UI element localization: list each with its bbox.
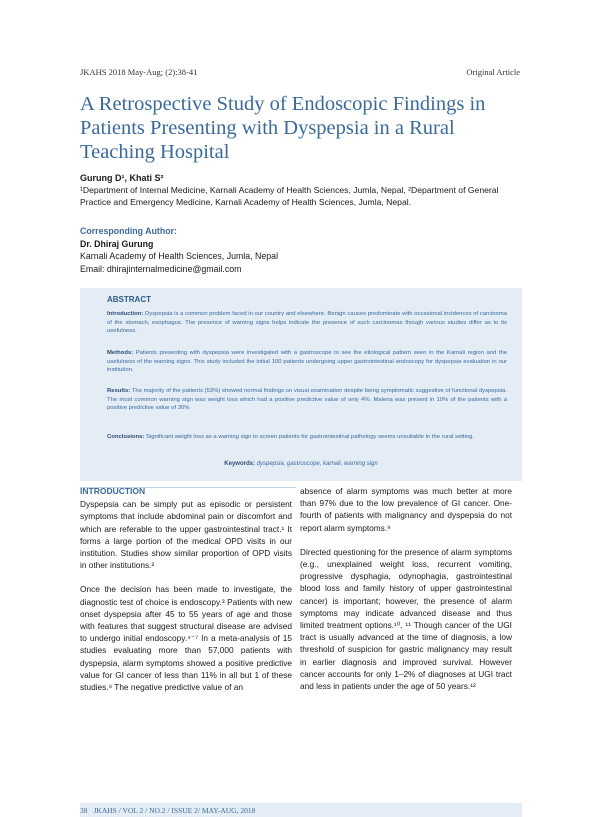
article-type: Original Article: [466, 67, 520, 77]
section-rule: [80, 487, 296, 488]
keywords-label: Keywords:: [224, 461, 255, 467]
intro-label: Introduction:: [107, 311, 144, 317]
paragraph: absence of alarm symptoms was much better at more than 97% due to the low prevalence of GI cancer. One-fourth of patients with malignancy and dyspepsia do not report alarm symptoms.⁹: [300, 486, 512, 533]
corresponding-name: Dr. Dhiraj Gurung: [80, 238, 154, 249]
corresponding-address: Karnali Academy of Health Sciences, Jumla, Nepal: [80, 251, 279, 261]
keywords-text: dyspepsia, gastroscope, karnali, warning sign: [256, 461, 378, 467]
results-label: Results:: [107, 388, 131, 394]
abstract-methods: [107, 349, 507, 375]
paragraph: Directed questioning for the presence of alarm symptoms (e.g., unexplained weight loss, recurrent vomiting, progressive dysphagia, odynophagia, gastrointestinal blood loss and family history of upper gastrointestinal cancer) is important; however, the presence of alarm symptoms may indicate advanced disease and thus limited treatment options.¹⁰, ¹¹ Though cancer of the UGI tract is usually advanced at the time of diagnosis, a low threshold of suspicion for gastric malignancy may result in earlier diagnosis and improved survival. However cancer accounts for only 1–2% of diagnoses at UGI tract and less in patients under the age of 50 years.¹²: [300, 546, 512, 692]
corresponding-heading: Corresponding Author:: [80, 226, 177, 236]
abstract-conclusions: [107, 433, 507, 442]
running-header: [80, 67, 520, 77]
methods-label: Methods:: [107, 350, 134, 356]
corresponding-author: [80, 225, 520, 275]
conclusions-text: Significant weight loss as a warning sign to screen patients for gastrointestinal pathology seems unsuitable in the rural setting.: [145, 434, 475, 440]
intro-text: Dyspepsia is a common problem faced in our country and elsewhere. Benign causes predominate with occasional incidences of carcinoma of the stomach, esophagus. The presence of warning signs helps indicate the presence of such carcinomas though various studies differ as to its usefulness.: [107, 311, 508, 335]
paragraph: Dyspepsia can be simply put as episodic or persistent symptoms that include abdominal pain or discomfort and which are referable to the upper gastrointestinal tract.¹ It forms a large portion of the medical OPD visits in our institution. Studies show similar proportion of OPD visits in other institutions.²: [80, 499, 292, 571]
abstract-results: [107, 387, 507, 413]
author-list: Gurung D¹, Khati S²: [80, 173, 164, 183]
left-column: [80, 485, 292, 705]
corresponding-email: Email: dhirajinternalmedicine@gmail.com: [80, 263, 242, 274]
keywords: [80, 461, 522, 467]
journal-citation: JKAHS 2018 May-Aug; (2):38-41: [80, 67, 198, 77]
right-column: [300, 485, 512, 704]
methods-text: Patients presenting with dyspepsia were investigated with a gastroscope to see the etiological pattern seen in the Karnali region and the usefulness of the warning signs. This study included the initial 100 patients undergoing upper gastrointestinal endoscopy for dyspepsia evaluation in our institution.: [107, 350, 507, 374]
article-title: A Retrospective Study of Endoscopic Findings in Patients Presenting with Dyspepsia in a Rural Teaching Hospital: [80, 93, 486, 163]
page-number: 38: [80, 805, 88, 815]
footer-citation: JKAHS / VOL 2 / NO.2 / ISSUE 2/ MAY-AUG, 2018: [93, 805, 256, 815]
abstract-box: [80, 288, 522, 481]
page-footer: [80, 803, 522, 817]
introduction-heading: INTRODUCTION: [80, 486, 146, 496]
affiliations: ¹Department of Internal Medicine, Karnali Academy of Health Sciences, Jumla, Nepal, ²Department of General Practice and Emergency Medicine, Karnali Academy of Health Sciences, Jumla, Nepal.: [80, 185, 499, 207]
abstract-heading: ABSTRACT: [107, 295, 151, 304]
results-text: The majority of the patients (53%) showed normal findings on visual examination despite being symptomatic suggestive of functional dyspepsia. The most common warning sign was weight loss which had a positive predictive value of only 4%. Malena was present in 10% of the patients with a positive predictive value of 30%: [107, 388, 508, 412]
abstract-introduction: [107, 310, 507, 336]
paragraph: Once the decision has been made to investigate, the diagnostic test of choice is endoscopy.³ Patients with new onset dyspepsia after 45 to 55 years of age and those with features that suggest structural disease are advised to undergo initial endoscopy.⁴⁻⁷ In a meta-analysis of 15 studies evaluating more than 57,000 patients with dyspepsia, alarm symptoms showed a positive predictive value for GI cancer of less than 11% in all but 1 of these studies.⁸ The negative predictive value of an: [80, 584, 292, 693]
conclusions-label: Conclusions:: [107, 434, 145, 440]
